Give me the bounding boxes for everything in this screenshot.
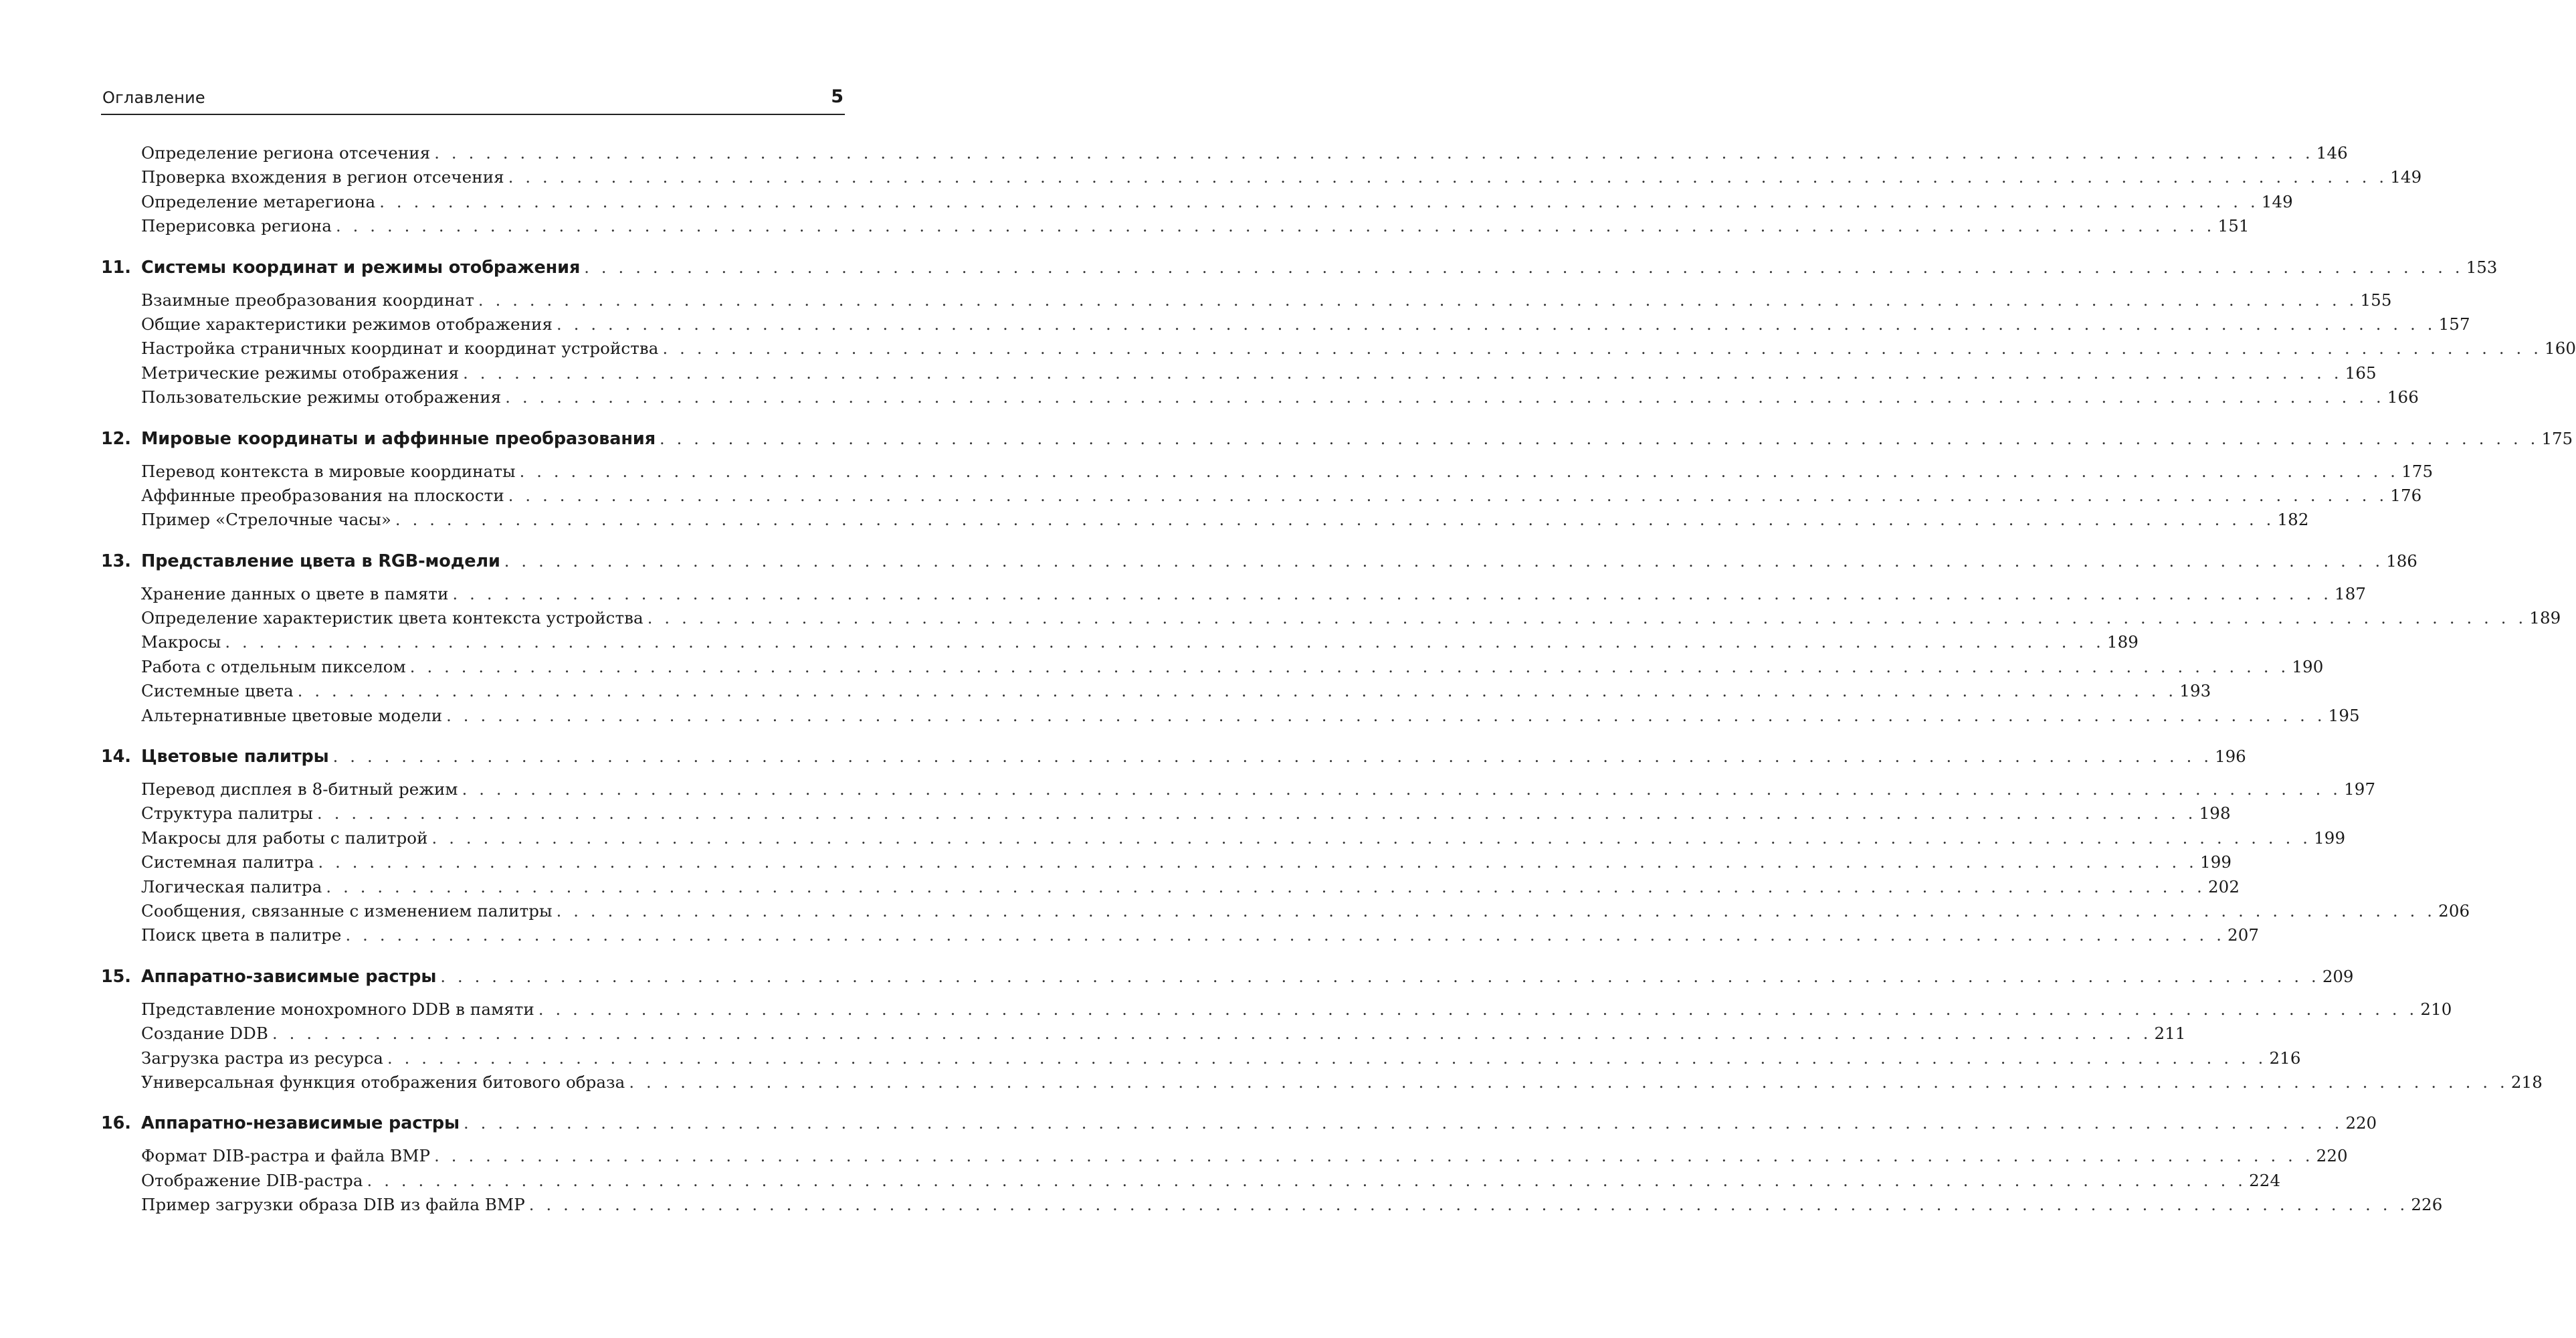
- toc-section-entry[interactable]: [101, 999, 2452, 1024]
- dot-leader: . . . . . . . . . . . . . . . . . . . . . . . . . . . . . . . . . . . . . . . . . . . . . . . . . . . . . . . . . . . . . . . . . . . . . . . . . . . . . . . . . . . . . . . . . . . . . . . . . . . . . . . . . . . . . .: [335, 217, 2215, 236]
- dot-leader: . . . . . . . . . . . . . . . . . . . . . . . . . . . . . . . . . . . . . . . . . . . . . . . . . . . . . . . . . . . . . . . . . . . . . . . . . . . . . . . . . . . . . . . . . . . . . . . . . . . . . . . . . . . . . .: [505, 388, 2385, 407]
- dot-leader: . . . . . . . . . . . . . . . . . . . . . . . . . . . . . . . . . . . . . . . . . . . . . . . . . . . . . . . . . . . . . . . . . . . . . . . . . . . . . . . . . . . . . . . . . . . . . . . . . . . . . . . . . . . . . .: [387, 1048, 2267, 1068]
- toc-page-number: 198: [2199, 803, 2231, 824]
- dot-leader: . . . . . . . . . . . . . . . . . . . . . . . . . . . . . . . . . . . . . . . . . . . . . . . . . . . . . . . . . . . . . . . . . . . . . . . . . . . . . . . . . . . . . . . . . . . . . . . . . . . . . . . . . . . . . .: [409, 657, 2290, 676]
- running-header: [101, 84, 845, 115]
- section-title: Общие характеристики режимов отображения: [141, 314, 553, 334]
- toc-chapter-entry[interactable]: [101, 966, 2354, 992]
- section-title: Представление монохромного DDB в памяти: [141, 999, 534, 1019]
- toc-section-entry[interactable]: [101, 1170, 2281, 1195]
- toc-page-number: 157: [2438, 314, 2470, 334]
- toc-section-entry[interactable]: [101, 167, 2422, 191]
- toc-section-entry[interactable]: [101, 387, 2419, 411]
- toc-page-number: 166: [2387, 387, 2419, 407]
- toc-page-number: 160: [2545, 339, 2576, 359]
- toc-page-number: 189: [2106, 632, 2139, 652]
- toc-section-entry[interactable]: [101, 314, 2470, 339]
- dot-leader: . . . . . . . . . . . . . . . . . . . . . . . . . . . . . . . . . . . . . . . . . . . . . . . . . . . . . . . . . . . . . . . . . . . . . . . . . . . . . . . . . . . . . . . . . . . . . . . . . . . . . . . . . . . . . .: [452, 584, 2333, 603]
- dot-leader: . . . . . . . . . . . . . . . . . . . . . . . . . . . . . . . . . . . . . . . . . . . . . . . . . . . . . . . . . . . . . . . . . . . . . . . . . . . . . . . . . . . . . . . . . . . . . . . . . . . . . . . . . . . . . .: [345, 926, 2225, 945]
- section-title: Системная палитра: [141, 852, 314, 872]
- toc-page-number: 206: [2438, 900, 2470, 921]
- toc-section-entry[interactable]: [101, 828, 2346, 852]
- toc-page-number: 149: [2390, 167, 2422, 187]
- toc-section-entry[interactable]: [101, 852, 2232, 876]
- dot-leader: . . . . . . . . . . . . . . . . . . . . . . . . . . . . . . . . . . . . . . . . . . . . . . . . . . . . . . . . . . . . . . . . . . . . . . . . . . . . . . . . . . . . . . . . . . . . . . . . . . . . . . . . . . . . . .: [504, 551, 2384, 571]
- toc-section-entry[interactable]: [101, 925, 2260, 949]
- dot-leader: . . . . . . . . . . . . . . . . . . . . . . . . . . . . . . . . . . . . . . . . . . . . . . . . . . . . . . . . . . . . . . . . . . . . . . . . . . . . . . . . . . . . . . . . . . . . . . . . . . . . . . . . . . . . . .: [557, 314, 2436, 334]
- toc-section-entry[interactable]: [101, 803, 2231, 828]
- toc-page-number: 149: [2261, 191, 2293, 211]
- dot-leader: . . . . . . . . . . . . . . . . . . . . . . . . . . . . . . . . . . . . . . . . . . . . . . . . . . . . . . . . . . . . . . . . . . . . . . . . . . . . . . . . . . . . . . . . . . . . . . . . . . . . . . . . . . . . . .: [225, 633, 2104, 652]
- toc-section-entry[interactable]: [101, 290, 2392, 314]
- section-title: Определение характеристик цвета контекста устройства: [141, 608, 643, 628]
- dot-leader: . . . . . . . . . . . . . . . . . . . . . . . . . . . . . . . . . . . . . . . . . . . . . . . . . . . . . . . . . . . . . . . . . . . . . . . . . . . . . . . . . . . . . . . . . . . . . . . . . . . . . . . . . . . . . .: [463, 363, 2343, 383]
- toc-page-number: 216: [2269, 1048, 2301, 1068]
- toc-section-entry[interactable]: [101, 216, 2250, 240]
- section-title: Работа с отдельным пикселом: [141, 656, 406, 676]
- section-title: Системные цвета: [141, 681, 294, 701]
- dot-leader: . . . . . . . . . . . . . . . . . . . . . . . . . . . . . . . . . . . . . . . . . . . . . . . . . . . . . . . . . . . . . . . . . . . . . . . . . . . . . . . . . . . . . . . . . . . . . . . . . . . . . . . . . . . . . .: [434, 144, 2314, 163]
- section-title: Пример «Стрелочные часы»: [141, 510, 391, 530]
- toc-chapter-entry[interactable]: [101, 1113, 2377, 1139]
- toc-section-entry[interactable]: [101, 1024, 2186, 1048]
- dot-leader: . . . . . . . . . . . . . . . . . . . . . . . . . . . . . . . . . . . . . . . . . . . . . . . . . . . . . . . . . . . . . . . . . . . . . . . . . . . . . . . . . . . . . . . . . . . . . . . . . . . . . . . . . . . . . .: [464, 1114, 2343, 1133]
- toc-page-number: 195: [2328, 705, 2360, 725]
- toc-page-number: 224: [2249, 1170, 2281, 1190]
- toc-page-number: 199: [2314, 828, 2346, 848]
- dot-leader: . . . . . . . . . . . . . . . . . . . . . . . . . . . . . . . . . . . . . . . . . . . . . . . . . . . . . . . . . . . . . . . . . . . . . . . . . . . . . . . . . . . . . . . . . . . . . . . . . . . . . . . . . . . . . .: [379, 192, 2259, 211]
- section-title: Структура палитры: [141, 803, 314, 824]
- section-title: Метрические режимы отображения: [141, 363, 460, 383]
- dot-leader: . . . . . . . . . . . . . . . . . . . . . . . . . . . . . . . . . . . . . . . . . . . . . . . . . . . . . . . . . . . . . . . . . . . . . . . . . . . . . . . . . . . . . . . . . . . . . . . . . . . . . . . . . . . . . .: [629, 1072, 2508, 1092]
- toc-page-number: 193: [2179, 681, 2211, 701]
- dot-leader: . . . . . . . . . . . . . . . . . . . . . . . . . . . . . . . . . . . . . . . . . . . . . . . . . . . . . . . . . . . . . . . . . . . . . . . . . . . . . . . . . . . . . . . . . . . . . . . . . . . . . . . . . . . . . .: [647, 609, 2527, 628]
- toc-page-number: 186: [2386, 551, 2417, 571]
- toc-page-number: 182: [2277, 510, 2309, 530]
- dot-leader: . . . . . . . . . . . . . . . . . . . . . . . . . . . . . . . . . . . . . . . . . . . . . . . . . . . . . . . . . . . . . . . . . . . . . . . . . . . . . . . . . . . . . . . . . . . . . . . . . . . . . . . . . . . . . .: [538, 999, 2418, 1019]
- toc-section-entry[interactable]: [101, 705, 2360, 730]
- section-title: Загрузка растра из ресурса: [141, 1048, 383, 1068]
- section-title: Альтернативные цветовые модели: [141, 705, 443, 725]
- dot-leader: . . . . . . . . . . . . . . . . . . . . . . . . . . . . . . . . . . . . . . . . . . . . . . . . . . . . . . . . . . . . . . . . . . . . . . . . . . . . . . . . . . . . . . . . . . . . . . . . . . . . . . . . . . . . . .: [434, 1147, 2314, 1166]
- dot-leader: . . . . . . . . . . . . . . . . . . . . . . . . . . . . . . . . . . . . . . . . . . . . . . . . . . . . . . . . . . . . . . . . . . . . . . . . . . . . . . . . . . . . . . . . . . . . . . . . . . . . . . . . . . . . . .: [446, 706, 2326, 725]
- toc-section-entry[interactable]: [101, 583, 2367, 608]
- toc-chapter-entry[interactable]: [101, 747, 2246, 772]
- toc-page-number: 202: [2207, 876, 2240, 896]
- section-title: Аффинные преобразования на плоскости: [141, 485, 504, 505]
- toc-page-number: 176: [2390, 485, 2422, 505]
- toc-page-number: 175: [2401, 461, 2434, 481]
- section-title: Макросы для работы с палитрой: [141, 828, 428, 848]
- toc-page-number: 189: [2529, 608, 2561, 628]
- chapter-number: 15.: [101, 966, 131, 987]
- toc-section-entry[interactable]: [101, 461, 2434, 486]
- section-title: Определение региона отсечения: [141, 143, 431, 163]
- chapter-number: 13.: [101, 551, 131, 571]
- section-title: Универсальная функция отображения битового образа: [141, 1072, 625, 1092]
- dot-leader: . . . . . . . . . . . . . . . . . . . . . . . . . . . . . . . . . . . . . . . . . . . . . . . . . . . . . . . . . . . . . . . . . . . . . . . . . . . . . . . . . . . . . . . . . . . . . . . . . . . . . . . . . . . . . .: [326, 877, 2205, 896]
- book-page: [101, 0, 2576, 1338]
- toc-section-entry[interactable]: [101, 632, 2139, 656]
- toc-page-number: 207: [2227, 925, 2260, 945]
- section-title: Отображение DIB-растра: [141, 1170, 363, 1190]
- toc-page-number: 187: [2335, 583, 2367, 603]
- toc-page-number: 196: [2215, 747, 2246, 767]
- dot-leader: . . . . . . . . . . . . . . . . . . . . . . . . . . . . . . . . . . . . . . . . . . . . . . . . . . . . . . . . . . . . . . . . . . . . . . . . . . . . . . . . . . . . . . . . . . . . . . . . . . . . . . . . . . . . . .: [297, 682, 2177, 701]
- toc-page-number: 146: [2316, 143, 2348, 163]
- dot-leader: . . . . . . . . . . . . . . . . . . . . . . . . . . . . . . . . . . . . . . . . . . . . . . . . . . . . . . . . . . . . . . . . . . . . . . . . . . . . . . . . . . . . . . . . . . . . . . . . . . . . . . . . . . . . . .: [659, 429, 2539, 448]
- toc-section-entry[interactable]: [101, 339, 2576, 363]
- toc-section-entry[interactable]: [101, 1048, 2301, 1072]
- toc-page-number: 220: [2316, 1146, 2348, 1166]
- toc-page-number: 197: [2344, 779, 2376, 799]
- section-title: Перевод контекста в мировые координаты: [141, 461, 516, 481]
- dot-leader: . . . . . . . . . . . . . . . . . . . . . . . . . . . . . . . . . . . . . . . . . . . . . . . . . . . . . . . . . . . . . . . . . . . . . . . . . . . . . . . . . . . . . . . . . . . . . . . . . . . . . . . . . . . . . .: [440, 967, 2320, 986]
- chapter-title: Представление цвета в RGB-модели: [141, 551, 500, 571]
- section-title: Взаимные преобразования координат: [141, 290, 474, 310]
- section-title: Пользовательские режимы отображения: [141, 387, 502, 407]
- toc-page-number: 218: [2510, 1072, 2543, 1092]
- toc-page-number: 210: [2420, 999, 2452, 1019]
- section-title: Создание DDB: [141, 1024, 268, 1044]
- page-number: 5: [831, 86, 844, 107]
- toc-section-entry[interactable]: [101, 363, 2377, 387]
- toc-section-entry[interactable]: [101, 143, 2348, 167]
- chapter-number: 14.: [101, 747, 131, 767]
- section-title: Сообщения, связанные с изменением палитры: [141, 900, 553, 921]
- dot-leader: . . . . . . . . . . . . . . . . . . . . . . . . . . . . . . . . . . . . . . . . . . . . . . . . . . . . . . . . . . . . . . . . . . . . . . . . . . . . . . . . . . . . . . . . . . . . . . . . . . . . . . . . . . . . . .: [332, 747, 2213, 767]
- chapter-number: 11.: [101, 257, 131, 278]
- dot-leader: . . . . . . . . . . . . . . . . . . . . . . . . . . . . . . . . . . . . . . . . . . . . . . . . . . . . . . . . . . . . . . . . . . . . . . . . . . . . . . . . . . . . . . . . . . . . . . . . . . . . . . . . . . . . . .: [478, 290, 2358, 310]
- section-title: Перевод дисплея в 8-битный режим: [141, 779, 458, 799]
- dot-leader: . . . . . . . . . . . . . . . . . . . . . . . . . . . . . . . . . . . . . . . . . . . . . . . . . . . . . . . . . . . . . . . . . . . . . . . . . . . . . . . . . . . . . . . . . . . . . . . . . . . . . . . . . . . . . .: [508, 168, 2388, 187]
- toc-page-number: 175: [2541, 428, 2573, 448]
- dot-leader: . . . . . . . . . . . . . . . . . . . . . . . . . . . . . . . . . . . . . . . . . . . . . . . . . . . . . . . . . . . . . . . . . . . . . . . . . . . . . . . . . . . . . . . . . . . . . . . . . . . . . . . . . . . . . .: [367, 1171, 2247, 1190]
- dot-leader: . . . . . . . . . . . . . . . . . . . . . . . . . . . . . . . . . . . . . . . . . . . . . . . . . . . . . . . . . . . . . . . . . . . . . . . . . . . . . . . . . . . . . . . . . . . . . . . . . . . . . . . . . . . . . .: [519, 462, 2399, 481]
- toc-page-number: 155: [2360, 290, 2392, 310]
- section-title: Пример загрузки образа DIB из файла BMP: [141, 1195, 525, 1215]
- toc-page-number: 226: [2411, 1195, 2443, 1215]
- toc-page-number: 151: [2217, 216, 2250, 236]
- toc-section-entry[interactable]: [101, 510, 2309, 534]
- toc-section-entry[interactable]: [101, 1146, 2348, 1170]
- section-title: Формат DIB-растра и файла BMP: [141, 1146, 431, 1166]
- toc-chapter-entry[interactable]: [101, 428, 2573, 454]
- section-title: Определение метарегиона: [141, 191, 376, 211]
- chapter-title: Аппаратно-зависимые растры: [141, 966, 437, 987]
- toc-section-entry[interactable]: [101, 681, 2211, 705]
- toc-section-entry[interactable]: [101, 191, 2293, 216]
- dot-leader: . . . . . . . . . . . . . . . . . . . . . . . . . . . . . . . . . . . . . . . . . . . . . . . . . . . . . . . . . . . . . . . . . . . . . . . . . . . . . . . . . . . . . . . . . . . . . . . . . . . . . . . . . . . . . .: [508, 486, 2388, 505]
- chapter-title: Цветовые палитры: [141, 747, 329, 767]
- toc-chapter-entry[interactable]: [101, 257, 2498, 283]
- dot-leader: . . . . . . . . . . . . . . . . . . . . . . . . . . . . . . . . . . . . . . . . . . . . . . . . . . . . . . . . . . . . . . . . . . . . . . . . . . . . . . . . . . . . . . . . . . . . . . . . . . . . . . . . . . . . . .: [272, 1024, 2152, 1044]
- dot-leader: . . . . . . . . . . . . . . . . . . . . . . . . . . . . . . . . . . . . . . . . . . . . . . . . . . . . . . . . . . . . . . . . . . . . . . . . . . . . . . . . . . . . . . . . . . . . . . . . . . . . . . . . . . . . . .: [317, 804, 2197, 824]
- section-title: Поиск цвета в палитре: [141, 925, 342, 945]
- toc-page-number: 220: [2345, 1113, 2377, 1133]
- section-title: Перерисовка региона: [141, 216, 332, 236]
- section-title: Настройка страничных координат и координат устройства: [141, 339, 659, 359]
- toc-section-entry[interactable]: [101, 1195, 2443, 1219]
- chapter-number: 12.: [101, 428, 131, 449]
- toc-section-entry[interactable]: [101, 1072, 2543, 1096]
- toc-section-entry[interactable]: [101, 900, 2470, 925]
- chapter-title: Системы координат и режимы отображения: [141, 257, 581, 278]
- table-of-contents: [101, 143, 2576, 1220]
- section-title: Макросы: [141, 632, 221, 652]
- section-title: Логическая палитра: [141, 876, 322, 896]
- toc-page-number: 165: [2345, 363, 2377, 383]
- dot-leader: . . . . . . . . . . . . . . . . . . . . . . . . . . . . . . . . . . . . . . . . . . . . . . . . . . . . . . . . . . . . . . . . . . . . . . . . . . . . . . . . . . . . . . . . . . . . . . . . . . . . . . . . . . . . . .: [395, 510, 2275, 530]
- dot-leader: . . . . . . . . . . . . . . . . . . . . . . . . . . . . . . . . . . . . . . . . . . . . . . . . . . . . . . . . . . . . . . . . . . . . . . . . . . . . . . . . . . . . . . . . . . . . . . . . . . . . . . . . . . . . . .: [584, 258, 2464, 277]
- toc-chapter-entry[interactable]: [101, 551, 2417, 577]
- dot-leader: . . . . . . . . . . . . . . . . . . . . . . . . . . . . . . . . . . . . . . . . . . . . . . . . . . . . . . . . . . . . . . . . . . . . . . . . . . . . . . . . . . . . . . . . . . . . . . . . . . . . . . . . . . . . . .: [528, 1196, 2409, 1215]
- chapter-title: Аппаратно-независимые растры: [141, 1113, 460, 1134]
- running-title: Оглавление: [102, 88, 205, 107]
- dot-leader: . . . . . . . . . . . . . . . . . . . . . . . . . . . . . . . . . . . . . . . . . . . . . . . . . . . . . . . . . . . . . . . . . . . . . . . . . . . . . . . . . . . . . . . . . . . . . . . . . . . . . . . . . . . . . .: [662, 339, 2543, 359]
- toc-section-entry[interactable]: [101, 656, 2324, 681]
- section-title: Хранение данных о цвете в памяти: [141, 583, 449, 603]
- toc-page-number: 209: [2322, 966, 2354, 986]
- toc-page-number: 190: [2292, 656, 2324, 676]
- dot-leader: . . . . . . . . . . . . . . . . . . . . . . . . . . . . . . . . . . . . . . . . . . . . . . . . . . . . . . . . . . . . . . . . . . . . . . . . . . . . . . . . . . . . . . . . . . . . . . . . . . . . . . . . . . . . . .: [556, 901, 2436, 921]
- toc-page-number: 199: [2200, 852, 2232, 872]
- toc-section-entry[interactable]: [101, 485, 2422, 510]
- dot-leader: . . . . . . . . . . . . . . . . . . . . . . . . . . . . . . . . . . . . . . . . . . . . . . . . . . . . . . . . . . . . . . . . . . . . . . . . . . . . . . . . . . . . . . . . . . . . . . . . . . . . . . . . . . . . . .: [431, 828, 2312, 848]
- section-title: Проверка вхождения в регион отсечения: [141, 167, 504, 187]
- toc-section-entry[interactable]: [101, 876, 2240, 901]
- dot-leader: . . . . . . . . . . . . . . . . . . . . . . . . . . . . . . . . . . . . . . . . . . . . . . . . . . . . . . . . . . . . . . . . . . . . . . . . . . . . . . . . . . . . . . . . . . . . . . . . . . . . . . . . . . . . . .: [462, 780, 2342, 799]
- chapter-title: Мировые координаты и аффинные преобразования: [141, 428, 656, 449]
- toc-page-number: 153: [2466, 257, 2498, 277]
- dot-leader: . . . . . . . . . . . . . . . . . . . . . . . . . . . . . . . . . . . . . . . . . . . . . . . . . . . . . . . . . . . . . . . . . . . . . . . . . . . . . . . . . . . . . . . . . . . . . . . . . . . . . . . . . . . . . .: [318, 853, 2197, 872]
- chapter-number: 16.: [101, 1113, 131, 1134]
- toc-page-number: 211: [2154, 1024, 2186, 1044]
- toc-section-entry[interactable]: [101, 608, 2561, 632]
- toc-section-entry[interactable]: [101, 779, 2376, 803]
